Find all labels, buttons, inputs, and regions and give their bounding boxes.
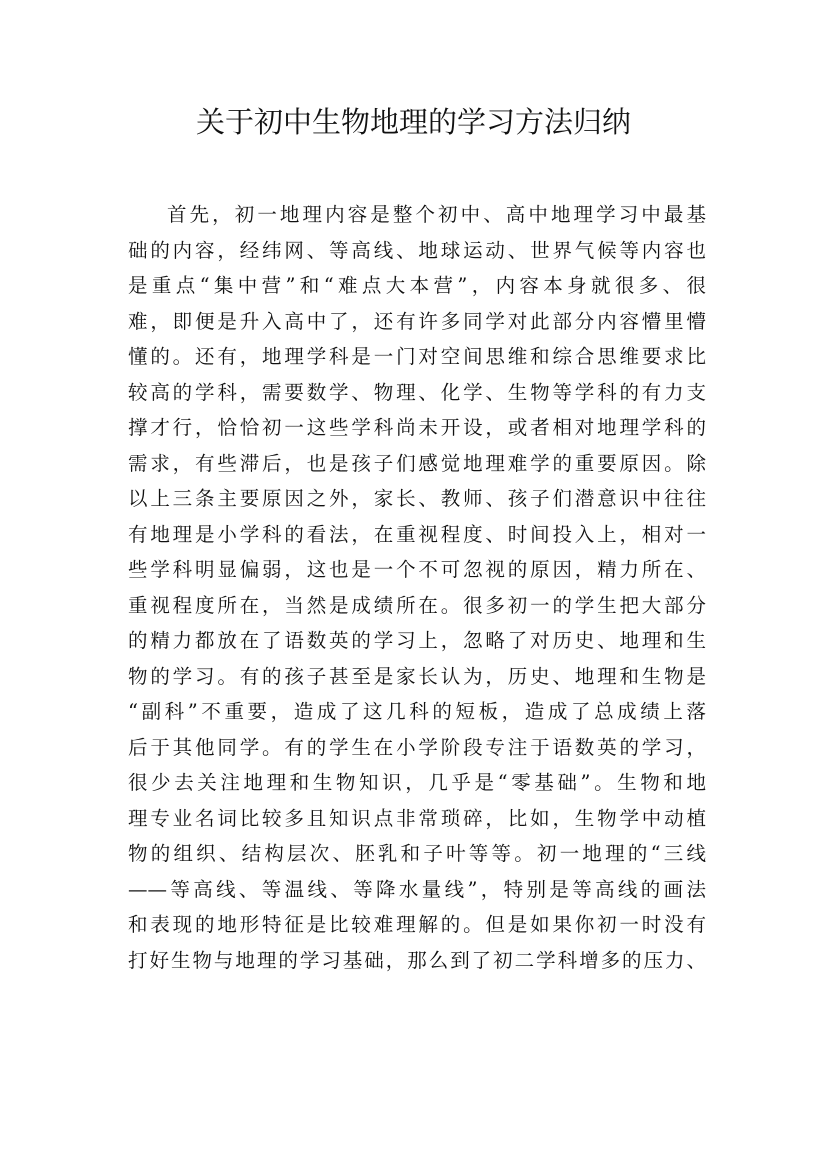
text-line: 的精力都放在了语数英的学习上，忽略了对历史、地理和生	[128, 629, 706, 652]
text-line: 很少去关注地理和生物知识，几乎是“零基础”。生物和地	[128, 771, 706, 794]
text-line: 重视程度所在，当然是成绩所在。很多初一的学生把大部分	[128, 593, 706, 617]
text-line: 以上三条主要原因之外，家长、教师、孩子们潜意识中往往	[128, 487, 706, 510]
text-line: 懂的。还有，地理学科是一门对空间思维和综合思维要求比	[128, 345, 706, 368]
text-line: 后于其他同学。有的学生在小学阶段专注于语数英的学习，	[128, 735, 706, 759]
text-line: 撑才行，恰恰初一这些学科尚未开设，或者相对地理学科的	[128, 416, 706, 439]
text-line: 需求，有些滞后，也是孩子们感觉地理难学的重要原因。除	[128, 451, 706, 475]
text-line: 较高的学科，需要数学、物理、化学、生物等学科的有力支	[128, 380, 706, 404]
text-line: 础的内容，经纬网、等高线、地球运动、世界气候等内容也	[128, 238, 706, 262]
document-body	[128, 197, 706, 978]
text-line: 物的学习。有的孩子甚至是家长认为，历史、地理和生物是	[128, 664, 706, 688]
text-line: 有地理是小学科的看法，在重视程度、时间投入上，相对一	[128, 522, 706, 546]
document-title: 关于初中生物地理的学习方法归纳	[195, 105, 631, 139]
text-line: 难，即便是升入高中了，还有许多同学对此部分内容懵里懵	[128, 309, 706, 333]
text-line: 理专业名词比较多且知识点非常琐碎，比如，生物学中动植	[128, 806, 706, 830]
text-line: “副科”不重要，造成了这几科的短板，造成了总成绩上落	[128, 700, 706, 723]
text-line: 打好生物与地理的学习基础，那么到了初二学科增多的压力、	[128, 948, 706, 972]
text-line: 首先，初一地理内容是整个初中、高中地理学习中最基	[167, 203, 706, 226]
text-line: ——等高线、等温线、等降水量线”，特别是等高线的画法	[128, 877, 706, 901]
text-line: 和表现的地形特征是比较难理解的。但是如果你初一时没有	[128, 913, 706, 936]
text-line: 是重点“集中营”和“难点大本营”，内容本身就很多、很	[128, 274, 706, 297]
text-line: 些学科明显偏弱，这也是一个不可忽视的原因，精力所在、	[128, 558, 706, 581]
text-line: 物的组织、结构层次、胚乳和子叶等等。初一地理的“三线	[128, 842, 706, 865]
